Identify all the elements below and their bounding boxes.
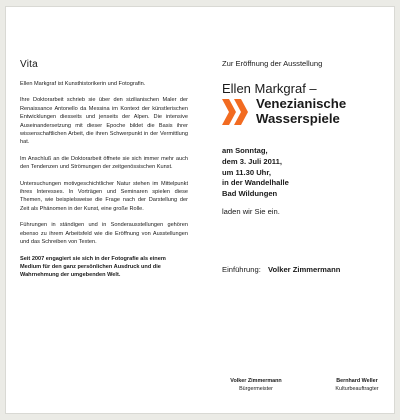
exhibition-title-line: Venezianische (256, 96, 347, 111)
vita-paragraph: Im Anschluß an die Doktorarbeit öffnete sie sich immer mehr auch den Tendenzen und Strömungen der zeitgenössischen Kunst. (20, 155, 188, 171)
vita-column (20, 59, 188, 288)
invitation-card (5, 6, 395, 414)
vita-paragraph: Ihre Doktorarbeit schrieb sie über den sizilianischen Maler der Renaissance Antonello da Messina im Kontext der künstlerischen Entwicklungen diesseits und jenseits der Alpen. Die intensive Auseinandersetzung mit dieser Epoche bildet die Basis ihrer wissenschaftlichen Arbeit, die ihren Schwerpunkt in der Vermittlung hat. (20, 97, 188, 146)
introduction-label: Einführung: (222, 264, 261, 274)
date-line: um 11.30 Uhr, (222, 167, 271, 177)
date-line: dem 3. Juli 2011, (222, 156, 282, 166)
signature-role: Bürgermeister (239, 386, 273, 392)
double-chevron-icon (222, 99, 250, 125)
introduction-speaker: Volker Zimmermann (267, 264, 341, 274)
signature-mayor (216, 377, 296, 393)
artist-name: Ellen Markgraf – (222, 81, 317, 96)
exhibition-title (256, 97, 346, 126)
invite-line: laden wir Sie ein. (222, 206, 280, 216)
invitation-column (222, 59, 392, 274)
exhibition-title-row (222, 97, 392, 126)
date-line: in der Wandelhalle (222, 178, 289, 188)
introduction-line (222, 265, 392, 274)
signature-role: Kulturbeauftragter (335, 386, 379, 392)
signature-culture-officer (321, 377, 393, 393)
vita-closing: Seit 2007 engagiert sie sich in der Fotografie als einem Medium für den ganz persönlichen Ausdruck und die Wahrnehmung der umgebenden Welt. (20, 255, 166, 279)
vita-paragraph: Führungen in ständigen und in Sonderausstellungen gehören ebenso zu ihrem Arbeitsfeld wie die Eröffnung von Ausstellungen und das Schreiben von Texten. (20, 222, 188, 246)
signature-name: Bernhard Weller (336, 378, 378, 384)
event-date-location (222, 146, 392, 200)
date-line: Bad Wildungen (222, 189, 278, 199)
exhibition-title-line: Wasserspiele (256, 110, 340, 126)
vita-paragraph: Ellen Markgraf ist Kunsthistorikerin und Fotografin. (20, 81, 146, 87)
event-subtitle: Zur Eröffnung der Ausstellung (222, 59, 323, 68)
vita-paragraph: Untersuchungen motivgeschichtlicher Natur stehen im Mittelpunkt ihres Interesses. In Vorträgen und Seminaren spielen diese Themen, wie beispielsweise die Frage nach der Darstellung der Zeit als Phänomen in der Kunst, eine große Rolle. (20, 180, 188, 212)
date-line: am Sonntag, (222, 146, 268, 155)
signature-name: Volker Zimmermann (230, 378, 282, 384)
vita-heading: Vita (20, 59, 38, 70)
